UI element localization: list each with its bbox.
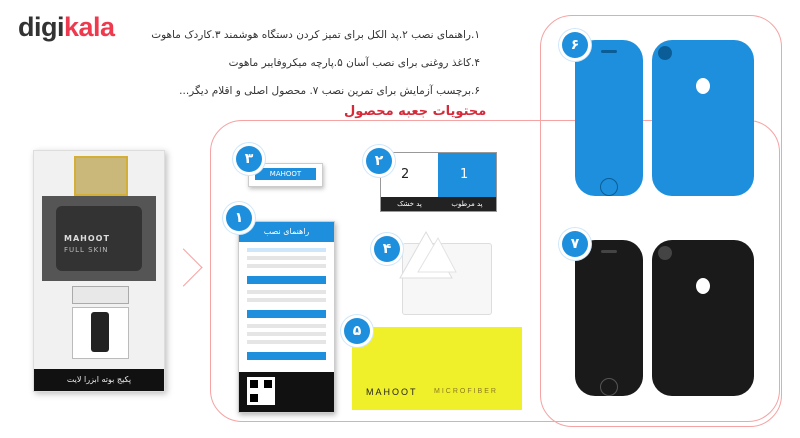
badge-3: ۳ (236, 146, 262, 172)
digikala-logo (18, 12, 115, 43)
box-brand: MAHOOT (64, 234, 110, 243)
booklet-text-line (247, 298, 326, 302)
blue-front-skin (575, 40, 643, 196)
blue-back-skin (652, 40, 754, 196)
oil-paper-triangles (398, 228, 458, 284)
booklet-title: راهنمای نصب (239, 222, 334, 242)
alcohol-pad-card (380, 152, 497, 212)
badge-7: ۷ (562, 231, 588, 257)
apple-logo-icon (696, 278, 710, 294)
description-line-3: ۶.برچسب آزمایش برای تمرین نصب ۷. محصول اصلی و اقلام دیگر... (179, 85, 480, 97)
booklet-section-bar (247, 276, 326, 284)
badge-6: ۶ (562, 32, 588, 58)
badge-5: ۵ (344, 318, 370, 344)
booklet-text-line (247, 290, 326, 294)
box-footer: پکیج بوته ابزرا لایت (34, 369, 164, 391)
booklet-text-line (247, 264, 326, 268)
chevron-right-icon (164, 248, 202, 286)
qr-marker (250, 394, 258, 402)
booklet-text-line (247, 256, 326, 260)
box-label-strip (72, 286, 129, 304)
booklet-footer (239, 372, 334, 412)
black-back-skin (652, 240, 754, 396)
wet-pad-label: پد مرطوب (451, 200, 483, 208)
camera-cutout (658, 246, 672, 260)
section-title: محتویات جعبه محصول (330, 104, 500, 119)
spatula-label: MAHOOT (255, 168, 316, 180)
box-product-photo (72, 307, 129, 359)
box-subtitle: FULL SKIN (64, 246, 109, 254)
camera-cutout (658, 46, 672, 60)
logo-part-kala: kala (64, 12, 115, 42)
product-box (33, 150, 165, 392)
speaker-cutout (601, 250, 617, 253)
wet-pad-number: 1 (460, 167, 469, 182)
booklet-section-bar (247, 310, 326, 318)
dry-pad-label: پد خشک (397, 200, 422, 208)
microfiber-brand: MAHOOT (366, 387, 418, 397)
apple-logo-icon (696, 78, 710, 94)
logo-part-digi: digi (18, 12, 64, 42)
description-line-2: ۴.کاغذ روغنی برای نصب آسان ۵.پارچه میکروفایبر ماهوت (228, 57, 480, 69)
badge-2: ۲ (366, 148, 392, 174)
booklet-text-line (247, 248, 326, 252)
booklet-text-line (247, 340, 326, 344)
qr-marker (250, 380, 258, 388)
installation-guide-booklet (238, 221, 335, 413)
speaker-cutout (601, 50, 617, 53)
dry-pad-number: 2 (401, 167, 410, 182)
box-phone-back (91, 312, 109, 352)
badge-4: ۴ (374, 236, 400, 262)
booklet-text-line (247, 324, 326, 328)
qr-code (247, 377, 275, 405)
microfiber-product: MICROFIBER (434, 388, 498, 395)
description-line-1: ۱.راهنمای نصب ۲.پد الکل برای تمیز کردن دستگاه هوشمند ۳.کاردک ماهوت (151, 29, 480, 41)
qr-marker (264, 380, 272, 388)
badge-1: ۱ (226, 205, 252, 231)
home-button-cutout (600, 378, 618, 396)
black-front-skin (575, 240, 643, 396)
home-button-cutout (600, 178, 618, 196)
box-window (42, 196, 156, 281)
hologram-sticker (74, 156, 128, 196)
microfiber-cloth (352, 327, 522, 410)
booklet-section-bar (247, 352, 326, 360)
booklet-text-line (247, 332, 326, 336)
wet-pad-panel (438, 153, 496, 197)
